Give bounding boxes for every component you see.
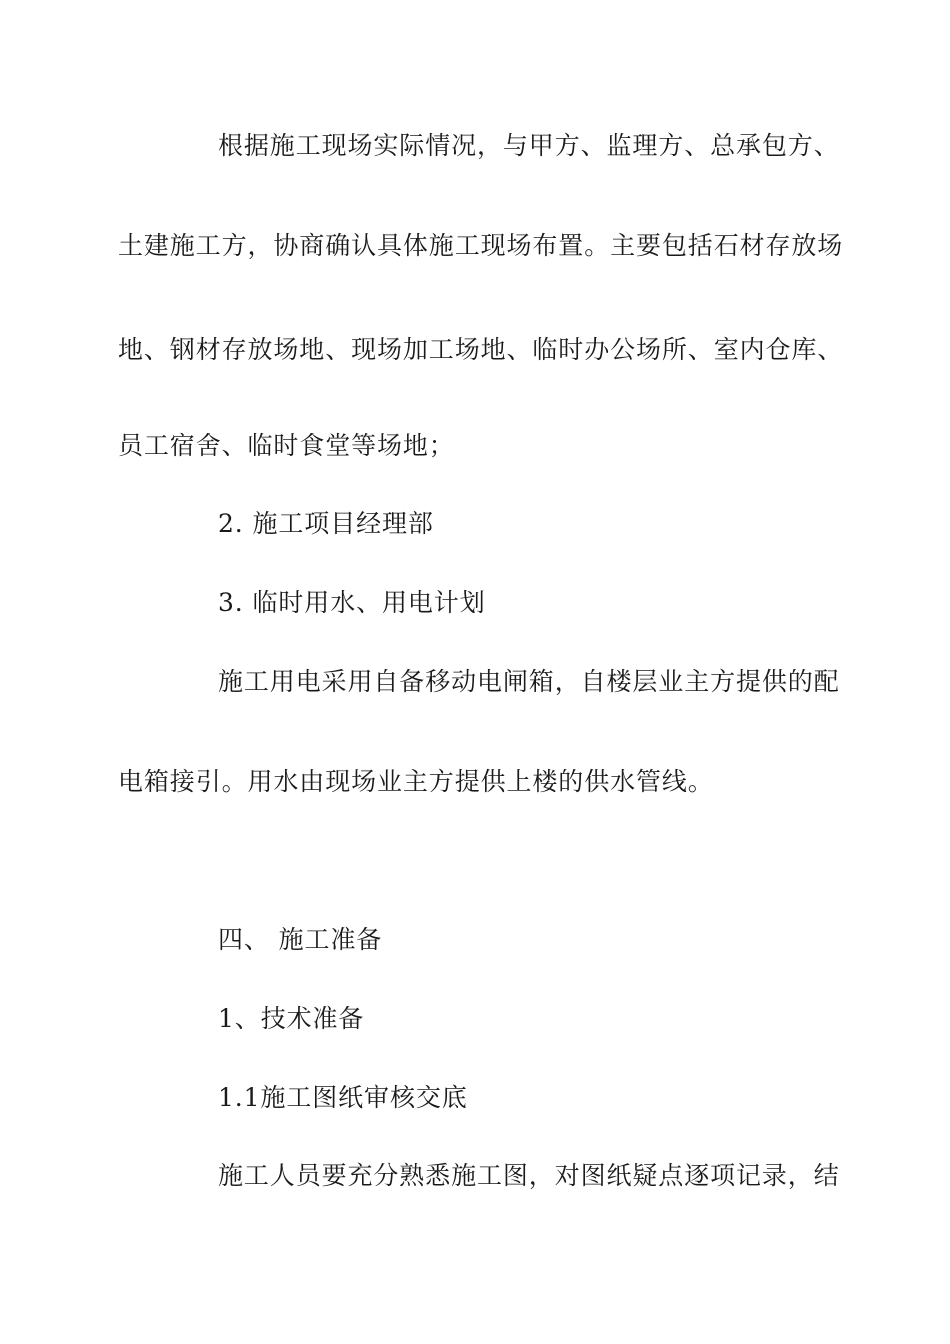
site-layout-paragraph-line-1: 根据施工现场实际情况，与甲方、监理方、总承包方、 [218, 131, 840, 160]
subsection-1-1-heading: 1.1施工图纸审核交底 [218, 1083, 468, 1112]
site-layout-paragraph-line-2: 土建施工方，协商确认具体施工现场布置。主要包括石材存放场 [118, 231, 844, 260]
site-layout-paragraph-line-4: 员工宿舍、临时食堂等场地； [118, 431, 455, 460]
drawings-paragraph-line-1: 施工人员要充分熟悉施工图，对图纸疑点逐项记录，结 [218, 1161, 840, 1190]
item-3-heading: 3. 临时用水、用电计划 [218, 588, 486, 617]
site-layout-paragraph-line-3: 地、钢材存放场地、现场加工场地、临时办公场所、室内仓库、 [118, 335, 844, 364]
utilities-paragraph-line-2: 电箱接引。用水由现场业主方提供上楼的供水管线。 [118, 767, 714, 796]
utilities-paragraph-line-1: 施工用电采用自备移动电闸箱，自楼层业主方提供的配 [218, 667, 840, 696]
subsection-1-heading: 1、技术准备 [218, 1004, 365, 1033]
section-4-heading: 四、 施工准备 [218, 925, 383, 954]
item-2-heading: 2. 施工项目经理部 [218, 509, 434, 538]
